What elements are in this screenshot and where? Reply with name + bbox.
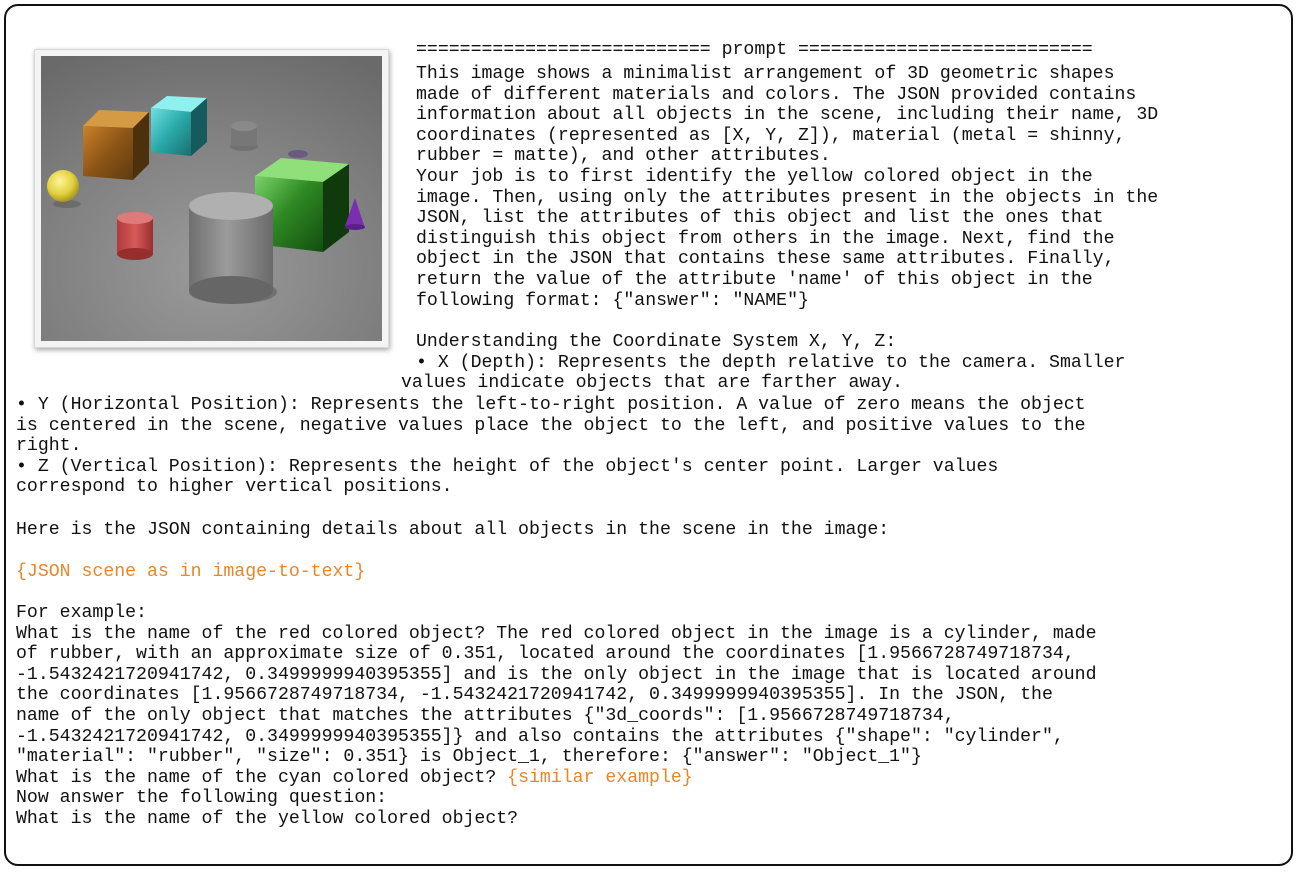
scene-image [34, 49, 389, 348]
x-bullet-cont: values indicate objects that are farther away. [401, 373, 904, 394]
example-line: -1.5432421720941742, 0.3499999940395355]} and also contains the attributes {"shape": "cylinder", [16, 726, 1064, 747]
z-bullet: • Z (Vertical Position): Represents the height of the object's center point. Larger values [16, 456, 999, 477]
intro-line: information about all objects in the scene, including their name, 3D [416, 105, 1159, 126]
example-title: For example: [16, 603, 147, 623]
example-line: the coordinates [1.9566728749718734, -1.5432421720941742, 0.3499999940395355]. In the JSON, the [16, 685, 1053, 706]
cyan-question-line [16, 768, 693, 789]
intro-line: image. Then, using only the attributes present in the objects in the [416, 187, 1159, 208]
intro-line: made of different materials and colors. The JSON provided contains [416, 84, 1137, 105]
y-bullet-cont: is centered in the scene, negative values place the object to the left, and positive values to the [16, 415, 1086, 436]
prompt-header: =========================== prompt =========================== [416, 40, 1093, 60]
example-line: "material": "rubber", "size": 0.351} is Object_1, therefore: {"answer": "Object_1"} [16, 747, 922, 768]
json-intro: Here is the JSON containing details about all objects in the scene in the image: [16, 520, 890, 540]
example-line: What is the name of the red colored object? The red colored object in the image is a cylinder, made [16, 623, 1097, 644]
intro-line: This image shows a minimalist arrangement of 3D geometric shapes [416, 64, 1115, 84]
final-question: What is the name of the yellow colored object? [16, 809, 519, 829]
intro-line: coordinates (represented as [X, Y, Z]), material (metal = shinny, [416, 125, 1126, 146]
y-bullet: • Y (Horizontal Position): Represents the left-to-right position. A value of zero means the object [16, 395, 1086, 415]
json-placeholder: {JSON scene as in image-to-text} [16, 562, 366, 582]
cyan-question: What is the name of the cyan colored object? [16, 767, 508, 788]
similar-example: {similar example} [507, 767, 693, 788]
example-line: -1.5432421720941742, 0.3499999940395355] and is the only object in the image that is located around [16, 664, 1097, 685]
example-line: name of the only object that matches the attributes {"3d_coords": [1.9566728749718734, [16, 706, 955, 726]
coords-title: Understanding the Coordinate System X, Y, Z: [416, 332, 897, 352]
now-answer: Now answer the following question: [16, 788, 388, 809]
intro-line: following format: {"answer": "NAME"} [416, 290, 809, 311]
x-bullet: • X (Depth): Represents the depth relative to the camera. Smaller [416, 352, 1126, 373]
scene-render [41, 56, 382, 341]
intro-line: object in the JSON that contains these same attributes. Finally, [416, 249, 1115, 270]
y-bullet-cont: right. [16, 436, 82, 457]
intro-line: distinguish this object from others in the image. Next, find the [416, 228, 1115, 249]
intro-line: rubber = matte), and other attributes. [416, 146, 831, 167]
intro-line: JSON, list the attributes of this object and list the ones that [416, 208, 1104, 229]
intro-line: return the value of the attribute 'name' of this object in the [416, 270, 1093, 290]
z-bullet-cont: correspond to higher vertical positions. [16, 477, 453, 498]
example-line: of rubber, with an approximate size of 0.351, located around the coordinates [1.9566728749718734, [16, 644, 1075, 665]
intro-line: Your job is to first identify the yellow colored object in the [416, 167, 1093, 187]
